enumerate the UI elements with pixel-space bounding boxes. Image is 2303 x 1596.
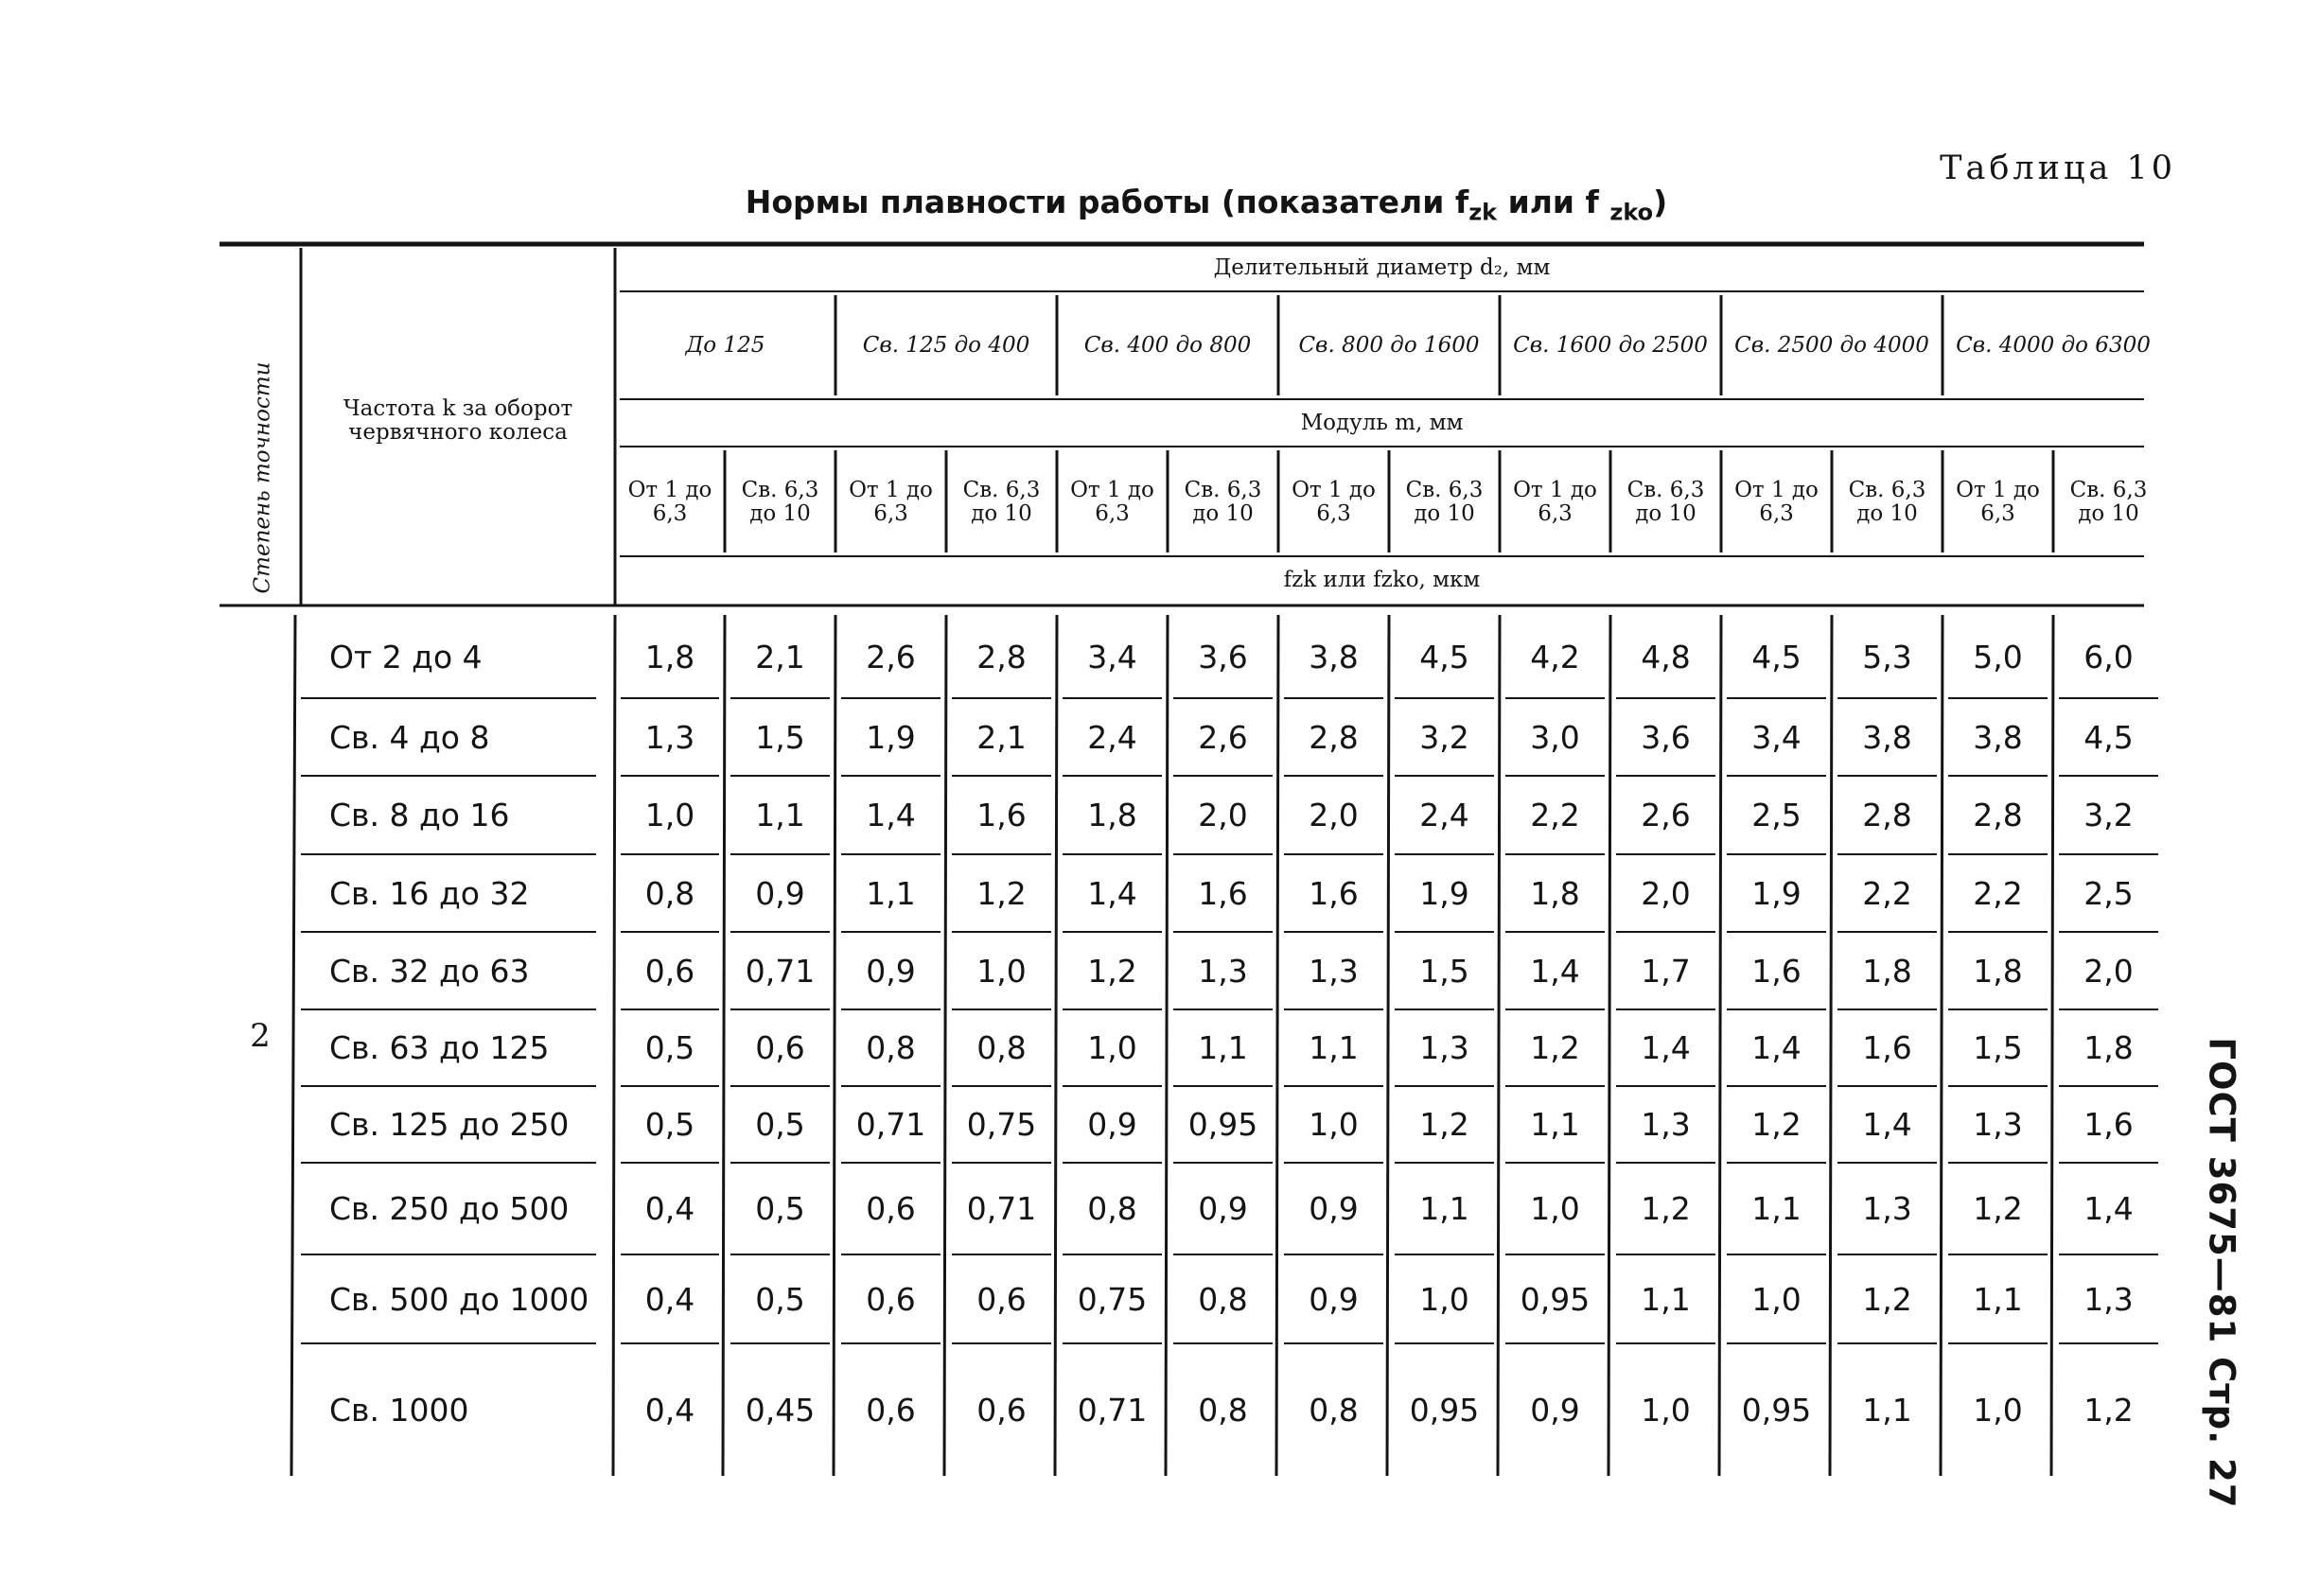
diameter-range-header: Св. 1600 до 2500: [1513, 333, 1708, 359]
grade-value: 2: [250, 1017, 271, 1055]
diameter-range-header: Св. 125 до 400: [862, 333, 1030, 359]
value-cell: 0,4: [644, 1280, 695, 1318]
value-cell: 3,6: [1641, 718, 1691, 756]
module-group-header: Модуль m, мм: [1300, 411, 1464, 436]
value-cell: 3,6: [1198, 638, 1248, 675]
value-cell: 1,8: [1862, 952, 1912, 990]
value-cell: 0,9: [1530, 1391, 1580, 1429]
value-cell: 1,1: [1530, 1106, 1580, 1143]
value-cell: 3,8: [1309, 638, 1359, 675]
module-range-header: От 1 до 6,3: [627, 477, 712, 526]
diameter-range-header: Св. 400 до 800: [1083, 333, 1252, 359]
module-range-header: От 1 до 6,3: [1513, 477, 1597, 526]
value-cell: 3,4: [1751, 718, 1802, 756]
table-number: Таблица 10: [1940, 149, 2176, 187]
value-cell: 0,8: [866, 1029, 916, 1066]
value-cell: 0,8: [1309, 1391, 1359, 1429]
value-cell: 1,0: [976, 952, 1027, 990]
row-label: От 2 до 4: [329, 638, 483, 675]
value-cell: 0,6: [976, 1280, 1027, 1318]
value-cell: 0,9: [1309, 1190, 1359, 1227]
value-cell: 2,2: [1973, 874, 2023, 912]
value-cell: 1,8: [1087, 797, 1137, 833]
row-label: Св. 8 до 16: [329, 797, 510, 833]
value-cell: 1,3: [1309, 952, 1359, 990]
value-cell: 0,6: [755, 1029, 805, 1066]
title-end: ): [1653, 184, 1668, 220]
value-cell: 0,6: [976, 1391, 1027, 1429]
value-cell: 0,8: [1198, 1391, 1248, 1429]
value-cell: 0,8: [1087, 1190, 1137, 1227]
value-cell: 3,2: [1419, 718, 1469, 756]
value-cell: 1,2: [2083, 1391, 2134, 1429]
frequency-column-header: Частота k за оборот червячного колеса: [343, 395, 573, 445]
value-cell: 2,1: [755, 638, 805, 675]
value-cell: 0,8: [644, 874, 695, 912]
value-cell: 1,8: [644, 638, 695, 675]
value-cell: 1,9: [1751, 874, 1802, 912]
value-cell: 1,6: [976, 797, 1027, 833]
value-cell: 1,3: [2083, 1280, 2134, 1318]
value-cell: 0,4: [644, 1190, 695, 1227]
value-cell: 2,8: [1973, 797, 2023, 833]
value-cell: 1,4: [1087, 874, 1137, 912]
value-cell: 1,2: [1751, 1106, 1802, 1143]
module-range-header: Св. 6,3 до 10: [1405, 477, 1484, 526]
value-cell: 0,71: [966, 1190, 1037, 1227]
value-cell: 1,9: [866, 718, 916, 756]
row-label: Св. 250 до 500: [329, 1190, 570, 1227]
value-cell: 1,1: [1641, 1280, 1691, 1318]
value-cell: 1,2: [1419, 1106, 1469, 1143]
value-cell: 2,2: [1862, 874, 1912, 912]
value-cell: 0,5: [755, 1190, 805, 1227]
module-range-header: Св. 6,3 до 10: [1848, 477, 1926, 526]
value-cell: 1,4: [2083, 1190, 2134, 1227]
value-cell: 0,95: [1409, 1391, 1480, 1429]
module-range-header: От 1 до 6,3: [1956, 477, 2040, 526]
title-subscript-zko: zko: [1609, 199, 1654, 226]
value-cell: 0,4: [644, 1391, 695, 1429]
value-cell: 1,8: [1973, 952, 2023, 990]
value-cell: 1,4: [866, 797, 916, 833]
value-cell: 1,0: [1087, 1029, 1137, 1066]
value-cell: 1,6: [1309, 874, 1359, 912]
value-cell: 2,4: [1087, 718, 1137, 756]
value-cell: 1,4: [1641, 1029, 1691, 1066]
value-cell: 1,3: [1973, 1106, 2023, 1143]
value-cell: 4,5: [1419, 638, 1469, 675]
value-cell: 0,5: [644, 1106, 695, 1143]
value-cell: 2,0: [1309, 797, 1359, 833]
module-range-header: От 1 до 6,3: [1734, 477, 1819, 526]
value-cell: 3,0: [1530, 718, 1580, 756]
row-label: Св. 63 до 125: [329, 1029, 550, 1066]
row-label: Св. 16 до 32: [329, 874, 530, 912]
value-cell: 0,75: [966, 1106, 1037, 1143]
value-cell: 0,71: [745, 952, 816, 990]
value-cell: 0,71: [1077, 1391, 1148, 1429]
value-cell: 1,1: [1198, 1029, 1248, 1066]
module-range-header: От 1 до 6,3: [1292, 477, 1376, 526]
value-cell: 4,2: [1530, 638, 1580, 675]
value-cell: 0,5: [755, 1106, 805, 1143]
value-cell: 1,4: [1862, 1106, 1912, 1143]
diameter-group-header: Делительный диаметр d₂, мм: [1213, 255, 1551, 281]
module-range-header: Св. 6,3 до 10: [962, 477, 1041, 526]
value-cell: 1,4: [1751, 1029, 1802, 1066]
value-cell: 0,75: [1077, 1280, 1148, 1318]
value-cell: 3,8: [1973, 718, 2023, 756]
diameter-range-header: Св. 4000 до 6300: [1956, 333, 2151, 359]
row-label: Св. 4 до 8: [329, 718, 490, 756]
side-note: ГОСТ 3675—81 Стр. 27: [2201, 1036, 2242, 1509]
value-cell: 2,8: [1309, 718, 1359, 756]
value-cell: 1,0: [1530, 1190, 1580, 1227]
value-cell: 3,8: [1862, 718, 1912, 756]
value-cell: 5,0: [1973, 638, 2023, 675]
module-range-header: Св. 6,3 до 10: [2069, 477, 2148, 526]
title-or: или f: [1497, 184, 1610, 220]
value-cell: 1,0: [644, 797, 695, 833]
row-label: Св. 1000: [329, 1391, 469, 1429]
value-cell: 1,3: [1198, 952, 1248, 990]
value-cell: 1,6: [1198, 874, 1248, 912]
value-cell: 1,2: [1862, 1280, 1912, 1318]
value-cell: 0,9: [1087, 1106, 1137, 1143]
value-cell: 1,4: [1530, 952, 1580, 990]
value-cell: 4,5: [2083, 718, 2134, 756]
value-cell: 0,95: [1520, 1280, 1591, 1318]
value-cell: 1,2: [976, 874, 1027, 912]
value-cell: 1,2: [1530, 1029, 1580, 1066]
value-cell: 0,8: [976, 1029, 1027, 1066]
value-cell: 0,9: [1198, 1190, 1248, 1227]
value-cell: 2,8: [1862, 797, 1912, 833]
module-range-header: Св. 6,3 до 10: [1626, 477, 1705, 526]
value-cell: 2,6: [1641, 797, 1691, 833]
diameter-range-header: Св. 800 до 1600: [1298, 333, 1480, 359]
value-cell: 4,5: [1751, 638, 1802, 675]
value-cell: 1,1: [1751, 1190, 1802, 1227]
value-cell: 0,71: [855, 1106, 926, 1143]
value-cell: 6,0: [2083, 638, 2134, 675]
value-cell: 0,6: [866, 1190, 916, 1227]
value-cell: 1,6: [2083, 1106, 2134, 1143]
value-cell: 1,0: [1419, 1280, 1469, 1318]
value-cell: 1,7: [1641, 952, 1691, 990]
value-cell: 1,1: [1973, 1280, 2023, 1318]
value-cell: 0,9: [866, 952, 916, 990]
module-range-header: Св. 6,3 до 10: [741, 477, 819, 526]
value-cell: 0,6: [644, 952, 695, 990]
value-cell: 1,0: [1751, 1280, 1802, 1318]
value-cell: 2,0: [1641, 874, 1691, 912]
module-range-header: От 1 до 6,3: [1070, 477, 1154, 526]
row-label: Св. 125 до 250: [329, 1106, 570, 1143]
module-range-header: Св. 6,3 до 10: [1184, 477, 1262, 526]
diameter-range-header: До 125: [685, 333, 765, 359]
value-cell: 0,8: [1198, 1280, 1248, 1318]
value-cell: 3,2: [2083, 797, 2134, 833]
value-cell: 0,9: [755, 874, 805, 912]
value-cell: 1,1: [866, 874, 916, 912]
value-cell: 5,3: [1862, 638, 1912, 675]
value-cell: 1,6: [1751, 952, 1802, 990]
value-cell: 0,6: [866, 1391, 916, 1429]
row-label: Св. 32 до 63: [329, 952, 530, 990]
value-cell: 1,1: [1309, 1029, 1359, 1066]
value-cell: 1,9: [1419, 874, 1469, 912]
value-cell: 1,3: [1862, 1190, 1912, 1227]
unit-header: fzk или fzko, мкм: [1283, 568, 1481, 593]
value-cell: 1,1: [1862, 1391, 1912, 1429]
value-cell: 0,95: [1187, 1106, 1258, 1143]
value-cell: 1,0: [1641, 1391, 1691, 1429]
value-cell: 1,6: [1862, 1029, 1912, 1066]
rule-line: [291, 615, 295, 1476]
value-cell: 2,5: [2083, 874, 2134, 912]
value-cell: 2,2: [1530, 797, 1580, 833]
value-cell: 2,4: [1419, 797, 1469, 833]
value-cell: 4,8: [1641, 638, 1691, 675]
title-text: Нормы плавности работы (показатели f: [745, 184, 1469, 220]
value-cell: 2,6: [866, 638, 916, 675]
value-cell: 1,8: [2083, 1029, 2134, 1066]
value-cell: 1,0: [1309, 1106, 1359, 1143]
value-cell: 1,2: [1087, 952, 1137, 990]
value-cell: 2,8: [976, 638, 1027, 675]
value-cell: 2,5: [1751, 797, 1802, 833]
row-label: Св. 500 до 1000: [329, 1280, 589, 1318]
value-cell: 1,8: [1530, 874, 1580, 912]
value-cell: 1,0: [1973, 1391, 2023, 1429]
diameter-range-header: Св. 2500 до 4000: [1734, 333, 1929, 359]
value-cell: 2,1: [976, 718, 1027, 756]
value-cell: 2,0: [2083, 952, 2134, 990]
value-cell: 0,45: [745, 1391, 816, 1429]
value-cell: 1,1: [1419, 1190, 1469, 1227]
value-cell: 2,0: [1198, 797, 1248, 833]
value-cell: 1,3: [1419, 1029, 1469, 1066]
value-cell: 1,3: [644, 718, 695, 756]
value-cell: 0,6: [866, 1280, 916, 1318]
value-cell: 0,9: [1309, 1280, 1359, 1318]
value-cell: 0,5: [644, 1029, 695, 1066]
grade-column-header: Степень точности: [250, 361, 274, 594]
value-cell: 1,5: [755, 718, 805, 756]
value-cell: 0,5: [755, 1280, 805, 1318]
value-cell: 1,2: [1641, 1190, 1691, 1227]
value-cell: 1,1: [755, 797, 805, 833]
title-subscript-zk: zk: [1468, 199, 1498, 226]
value-cell: 1,2: [1973, 1190, 2023, 1227]
value-cell: 1,3: [1641, 1106, 1691, 1143]
value-cell: 2,6: [1198, 718, 1248, 756]
module-range-header: От 1 до 6,3: [849, 477, 933, 526]
value-cell: 1,5: [1419, 952, 1469, 990]
value-cell: 1,5: [1973, 1029, 2023, 1066]
value-cell: 0,95: [1741, 1391, 1812, 1429]
value-cell: 3,4: [1087, 638, 1137, 675]
